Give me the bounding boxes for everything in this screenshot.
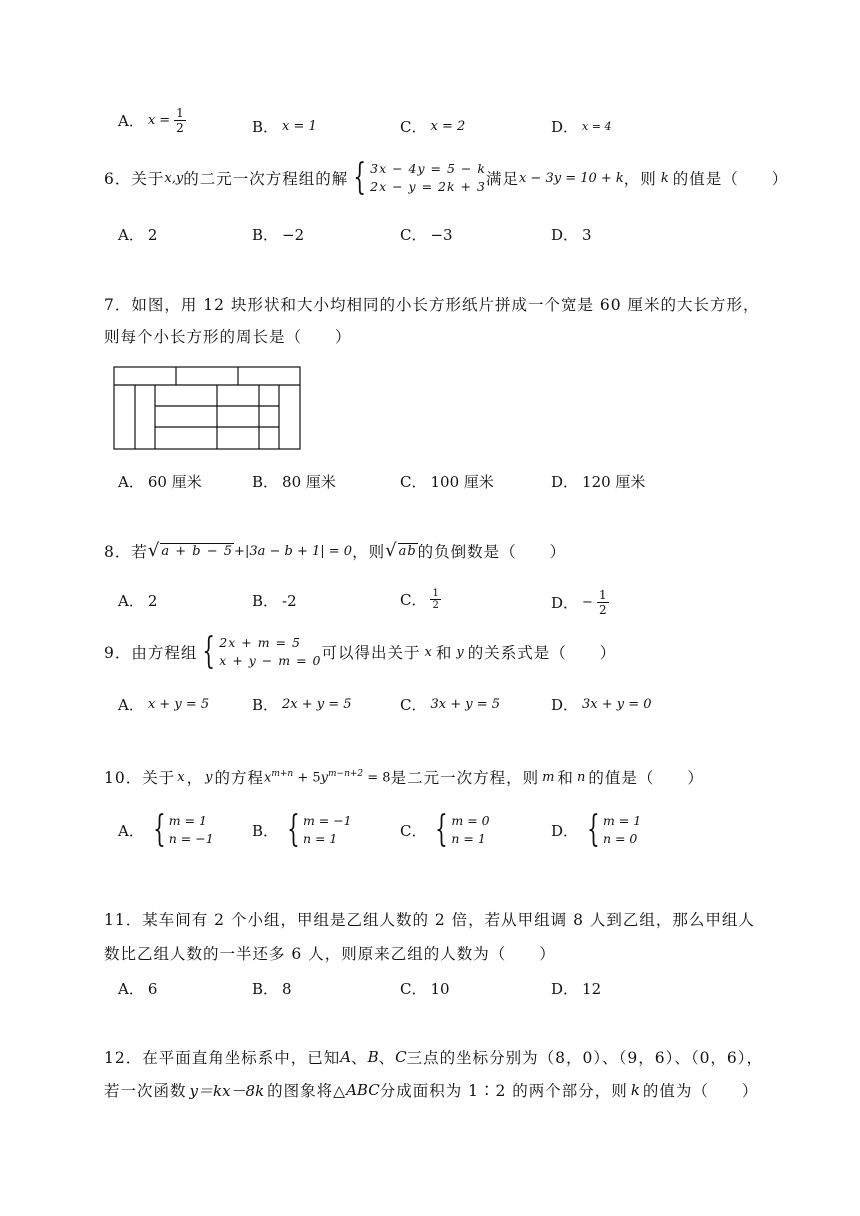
q5-option-b: B． x = 1 bbox=[252, 118, 317, 136]
q8-c-fraction: $\frac{1}{2}$ bbox=[432, 588, 439, 611]
rectangle-tiling-figure bbox=[113, 366, 303, 452]
q11-option-d: D． 12 bbox=[551, 979, 602, 998]
q10-equation: $x^{m+n} + 5y^{m-n+2} = 8$ bbox=[263, 768, 391, 786]
q9-equation-system: { 2x + m = 5 x + y − m = 0 bbox=[202, 631, 322, 672]
question-6: 6． 关于 x,y 的二元一次方程组的解 { 3x − 4y = 5 − k 2x − y = 2k + 3 满足 x − 3y = 10 + k ，则 k 的值是（ ） bbox=[104, 157, 789, 198]
q8-option-d: D． − $\frac{1}{2}$ bbox=[551, 588, 607, 617]
q8-options bbox=[118, 588, 758, 628]
question-7-line-1: 7．如图，用 12 块形状和大小均相同的小长方形纸片拼成一个宽是 60 厘米的大长方形， bbox=[104, 296, 760, 314]
q9-option-b: B． 2x + y = 5 bbox=[252, 696, 352, 714]
question-12-line-1: 12．在平面直角坐标系中，已知 A 、 B 、 C 三点的坐标分别为（8，0）、（9，6）、（0，6）， bbox=[104, 1048, 764, 1067]
q8-option-c: C． $\frac{1}{2}$ bbox=[400, 588, 439, 611]
question-11-line-2: 数比乙组人数的一半还多 6 人，则原来乙组的人数为（ ） bbox=[104, 945, 556, 963]
q6-option-b: B． −2 bbox=[252, 225, 305, 244]
q7-option-c: C． 100 厘米 bbox=[400, 473, 494, 491]
outer-rectangle bbox=[114, 367, 300, 449]
q7-option-b: B． 80 厘米 bbox=[252, 473, 336, 491]
q6-equation-system: { 3x − 4y = 5 − k 2x − y = 2k + 3 bbox=[353, 157, 486, 198]
q5-option-d: D． x = 4 bbox=[551, 118, 612, 136]
question-7-line-2: 则每个小长方形的周长是（ ） bbox=[104, 328, 352, 346]
q10-option-a: A． { m = 1 n = −1 bbox=[118, 809, 214, 850]
q7-options bbox=[118, 471, 758, 511]
q11-option-a: A． 6 bbox=[118, 979, 158, 998]
q6-options bbox=[118, 224, 758, 264]
q7-option-d: D． 120 厘米 bbox=[551, 473, 646, 491]
q10-option-c: C． { m = 0 n = 1 bbox=[400, 809, 490, 850]
q5-options bbox=[118, 106, 758, 146]
q10-options bbox=[118, 809, 758, 858]
question-11-line-1: 11．某车间有 2 个小组，甲组是乙组人数的 2 倍，若从甲组调 8 人到乙组，那么甲组人 bbox=[104, 911, 755, 929]
question-12-line-2: 若一次函数 y＝kx－8k 的图象将△ ABC 分成面积为 1∶2 的两个部分，则 k 的值为（ ） bbox=[104, 1081, 759, 1100]
q11-option-b: B． 8 bbox=[252, 979, 292, 998]
q9-option-c: C． 3x + y = 5 bbox=[400, 696, 501, 714]
question-8: 8． 若 √ a + b − 5 + |3a − b + 1| = 0 ，则 √ ab 的负倒数是（ ） bbox=[104, 540, 567, 561]
q10-option-d: D． { m = 1 n = 0 bbox=[551, 809, 642, 850]
q6-option-a: A． 2 bbox=[118, 225, 158, 244]
q9-option-a: A． x + y = 5 bbox=[118, 696, 210, 714]
q5-a-fraction: $\frac{1}{2}$ bbox=[176, 106, 184, 135]
q8-sqrt-2: √ ab bbox=[385, 540, 417, 561]
q10-option-b: B． { m = −1 n = 1 bbox=[252, 809, 352, 850]
question-10: 10． 关于 x ， y 的方程 $x^{m+n} + 5y^{m-n+2} = 8$ 是二元一次方程，则 m 和 n 的值是（ ） bbox=[104, 768, 704, 787]
q9-options bbox=[118, 694, 758, 734]
q11-options bbox=[118, 978, 758, 1018]
question-9: 9． 由方程组 { 2x + m = 5 x + y − m = 0 可以得出关于 x 和 y 的关系式是（ ） bbox=[104, 631, 617, 672]
q5-option-c: C． x = 2 bbox=[400, 118, 466, 136]
q6-option-d: D． 3 bbox=[551, 225, 592, 244]
q8-option-b: B． -2 bbox=[252, 591, 297, 610]
q7-option-a: A． 60 厘米 bbox=[118, 473, 202, 491]
q8-option-a: A． 2 bbox=[118, 591, 158, 610]
q9-option-d: D． 3x + y = 0 bbox=[551, 696, 652, 714]
q6-option-c: C． −3 bbox=[400, 225, 453, 244]
q5-option-a: A． x = $\frac{1}{2}$ bbox=[118, 106, 184, 135]
q8-d-fraction: $\frac{1}{2}$ bbox=[598, 588, 607, 617]
q8-sqrt-1: √ a + b − 5 bbox=[147, 540, 234, 561]
q11-option-c: C． 10 bbox=[400, 979, 450, 998]
